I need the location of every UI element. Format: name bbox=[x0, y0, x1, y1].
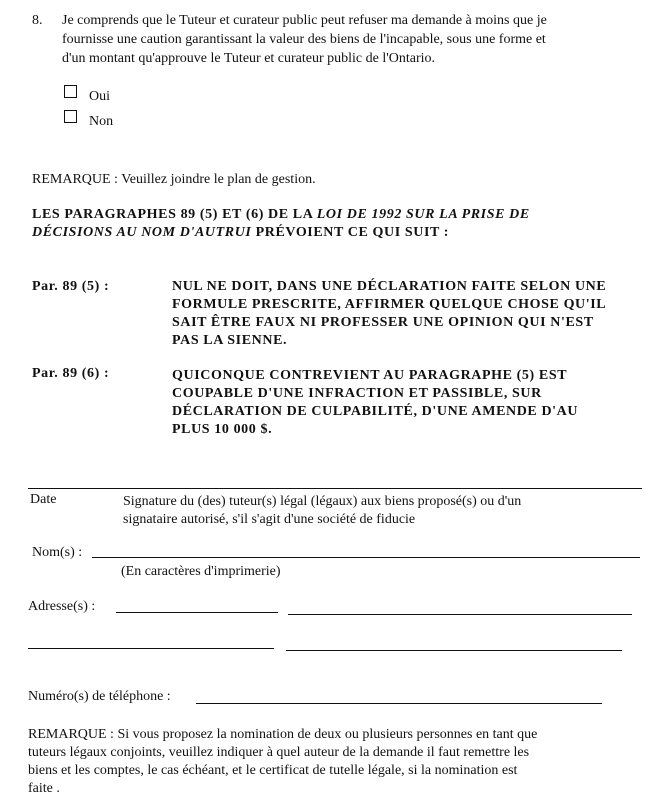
item-number: 8. bbox=[32, 13, 43, 28]
statute-title-part-2: DÉCISIONS AU NOM D'AUTRUI bbox=[32, 225, 252, 240]
item8-line-3: d'un montant qu'approuve le Tuteur et curateur public de l'Ontario. bbox=[62, 51, 436, 66]
paragraph-89-5-line-1: NUL NE DOIT, DANS UNE DÉCLARATION FAITE SELON UNE bbox=[172, 279, 607, 294]
print-note: (En caractères d'imprimerie) bbox=[121, 564, 281, 579]
address-field-1a[interactable] bbox=[116, 612, 278, 613]
paragraph-89-6-line-1: QUICONQUE CONTREVIENT AU PARAGRAPHE (5) EST bbox=[172, 368, 568, 383]
item8-line-1: Je comprends que le Tuteur et curateur public peut refuser ma demande à moins que je bbox=[62, 13, 547, 28]
paragraph-89-6-line-4: PLUS 10 000 $. bbox=[172, 422, 273, 437]
date-label: Date bbox=[30, 492, 57, 507]
paragraph-label-89-5: Par. 89 (5) : bbox=[32, 279, 110, 294]
names-label: Nom(s) : bbox=[32, 545, 83, 560]
remark-plan: REMARQUE : Veuillez joindre le plan de gestion. bbox=[32, 172, 316, 187]
signature-caption-line-2: signataire autorisé, s'il s'agit d'une société de fiducie bbox=[123, 512, 416, 527]
statute-title-part-1: LOI DE 1992 SUR LA PRISE DE bbox=[316, 207, 530, 222]
checkbox-non[interactable] bbox=[64, 110, 77, 123]
statute-heading-text-2: PRÉVOIENT CE QUI SUIT : bbox=[251, 225, 450, 240]
paragraph-89-5-line-3: SAIT ÊTRE FAUX NI PROFESSER UNE OPINION QUI N'EST bbox=[172, 315, 594, 330]
option-non-label: Non bbox=[89, 114, 114, 129]
address-field-2b[interactable] bbox=[286, 650, 622, 651]
signature-line[interactable] bbox=[28, 488, 642, 489]
paragraph-89-6-line-3: DÉCLARATION DE CULPABILITÉ, D'UNE AMENDE D'AU bbox=[172, 404, 579, 419]
statute-heading-line-1 bbox=[32, 206, 530, 223]
names-field[interactable] bbox=[92, 557, 640, 558]
remark-joint-line-2: tuteurs légaux conjoints, veuillez indiquer à quel auteur de la demande il faut remettre les bbox=[28, 745, 530, 760]
paragraph-89-5-line-2: FORMULE PRESCRITE, AFFIRMER QUELQUE CHOSE QU'IL bbox=[172, 297, 607, 312]
address-label: Adresse(s) : bbox=[28, 599, 96, 614]
statute-heading-text: LES PARAGRAPHES 89 (5) ET (6) DE LA bbox=[32, 207, 317, 222]
paragraph-89-6-line-2: COUPABLE D'UNE INFRACTION ET PASSIBLE, SUR bbox=[172, 386, 542, 401]
remark-joint-line-1: REMARQUE : Si vous proposez la nomination de deux ou plusieurs personnes en tant que bbox=[28, 727, 538, 742]
phone-field[interactable] bbox=[196, 703, 602, 704]
address-field-1b[interactable] bbox=[288, 614, 632, 615]
signature-caption-line-1: Signature du (des) tuteur(s) légal (légaux) aux biens proposé(s) ou d'un bbox=[123, 494, 522, 509]
paragraph-label-89-6: Par. 89 (6) : bbox=[32, 366, 110, 381]
remark-joint-line-3: biens et les comptes, le cas échéant, et le certificat de tutelle légale, si la nomination est bbox=[28, 763, 518, 778]
statute-heading-line-2 bbox=[32, 224, 449, 241]
paragraph-89-5-line-4: PAS LA SIENNE. bbox=[172, 333, 288, 348]
phone-label: Numéro(s) de téléphone : bbox=[28, 689, 171, 704]
address-field-2a[interactable] bbox=[28, 648, 274, 649]
checkbox-oui[interactable] bbox=[64, 85, 77, 98]
remark-joint-line-4: faite . bbox=[28, 781, 60, 796]
item8-line-2: fournisse une caution garantissant la valeur des biens de l'incapable, sous une forme et bbox=[62, 32, 546, 47]
option-oui-label: Oui bbox=[89, 89, 110, 104]
